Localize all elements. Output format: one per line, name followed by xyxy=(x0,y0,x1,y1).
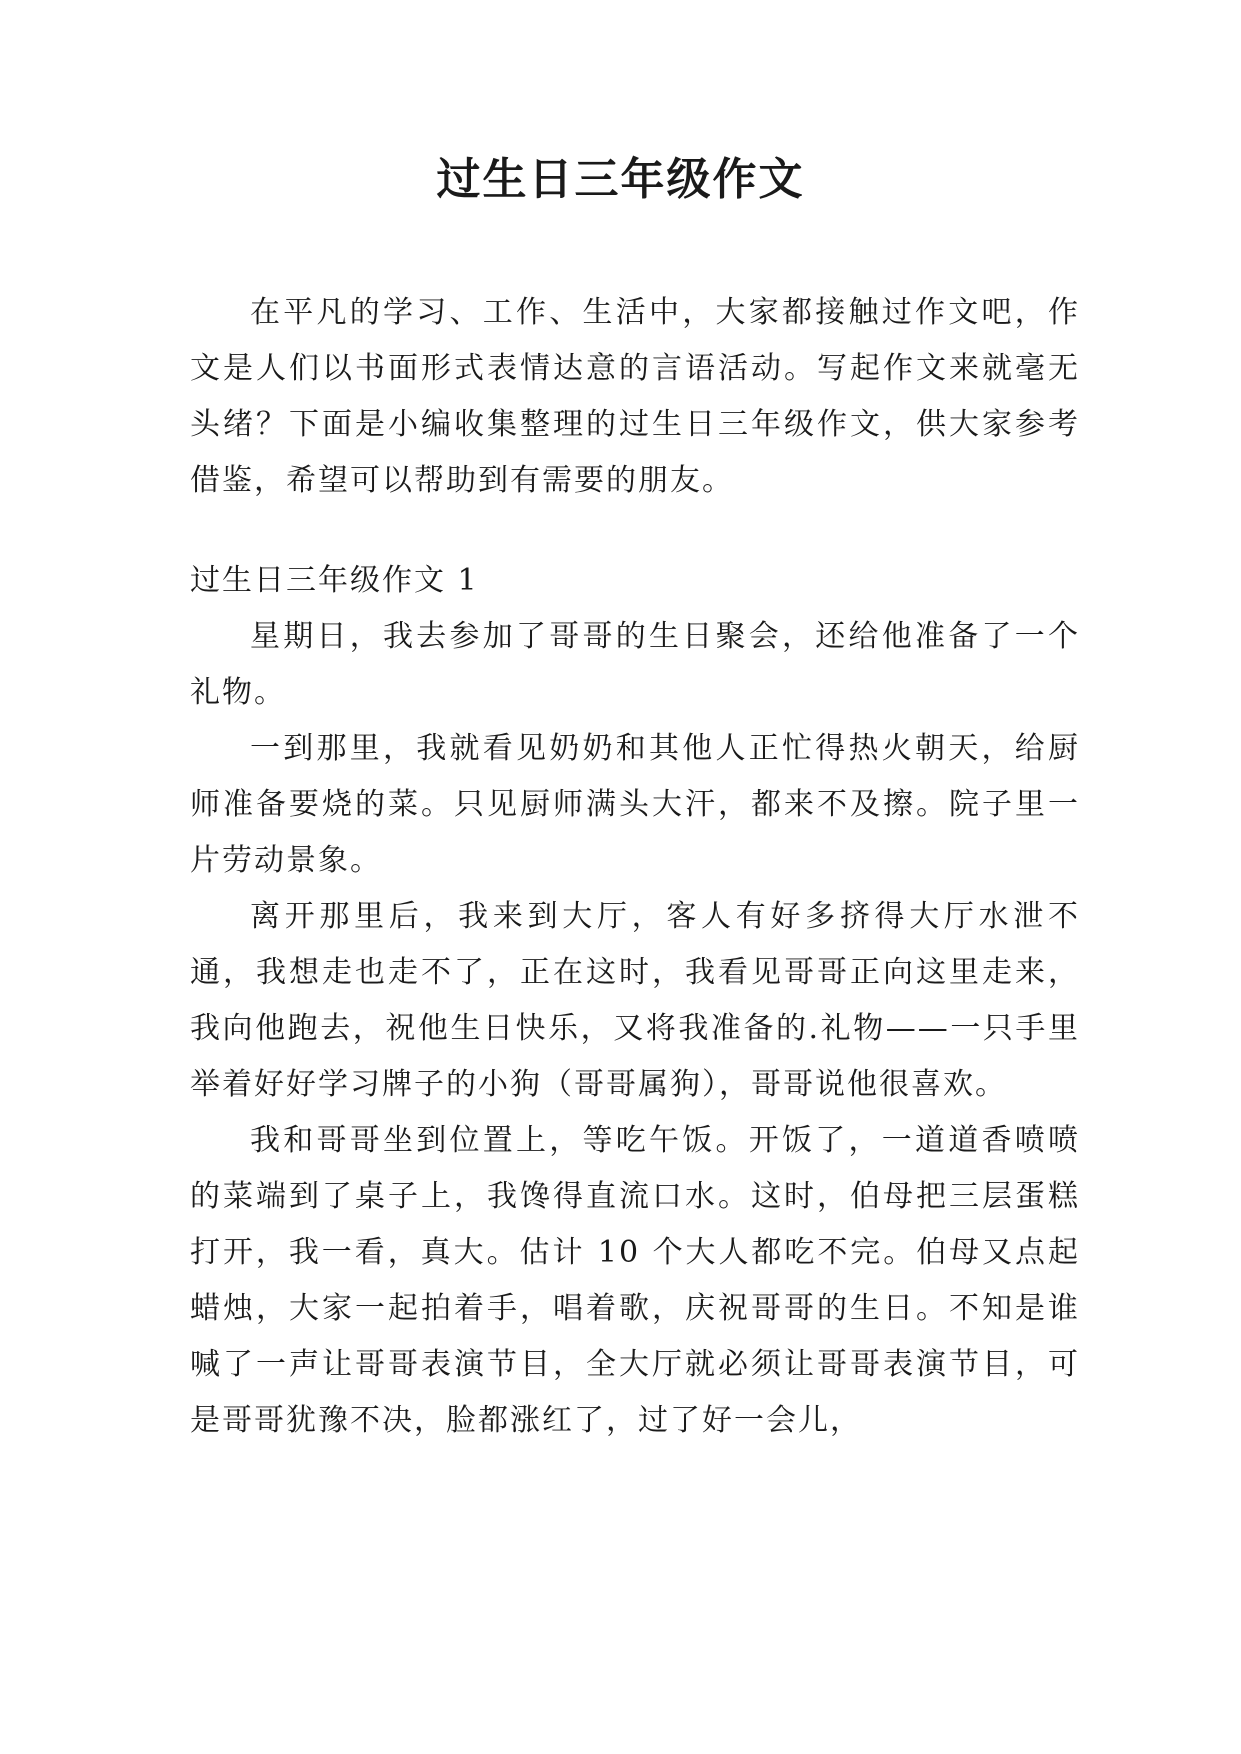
intro-paragraph: 在平凡的学习、工作、生活中，大家都接触过作文吧，作文是人们以书面形式表情达意的言语活动。写起作文来就毫无头绪？下面是小编收集整理的过生日三年级作文，供大家参考借鉴，希望可以帮助到有需要的朋友。 xyxy=(190,295,1080,498)
document-body xyxy=(190,285,1080,1449)
body-paragraph-2: 一到那里，我就看见奶奶和其他人正忙得热火朝天，给厨师准备要烧的菜。只见厨师满头大汗，都来不及擦。院子里一片劳动景象。 xyxy=(190,731,1080,878)
body-paragraph-1: 星期日，我去参加了哥哥的生日聚会，还给他准备了一个礼物。 xyxy=(190,619,1080,710)
body-paragraph-3: 离开那里后，我来到大厅，客人有好多挤得大厅水泄不通，我想走也走不了，正在这时，我看见哥哥正向这里走来，我向他跑去，祝他生日快乐，又将我准备的.礼物——一只手里举着好好学习牌子的小狗（哥哥属狗），哥哥说他很喜欢。 xyxy=(190,899,1080,1102)
section-heading: 过生日三年级作文 1 xyxy=(190,563,479,598)
paragraph-spacer xyxy=(190,509,1080,553)
document-title: 过生日三年级作文 xyxy=(436,154,805,205)
body-paragraph-4: 我和哥哥坐到位置上，等吃午饭。开饭了，一道道香喷喷的菜端到了桌子上，我馋得直流口水。这时，伯母把三层蛋糕打开，我一看，真大。估计 10 个大人都吃不完。伯母又点起蜡烛，大家一起拍着手，唱着歌，庆祝哥哥的生日。不知是谁喊了一声让哥哥表演节目，全大厅就必须让哥哥表演节目，可是哥哥犹豫不决，脸都涨红了，过了好一会儿， xyxy=(190,1123,1080,1438)
